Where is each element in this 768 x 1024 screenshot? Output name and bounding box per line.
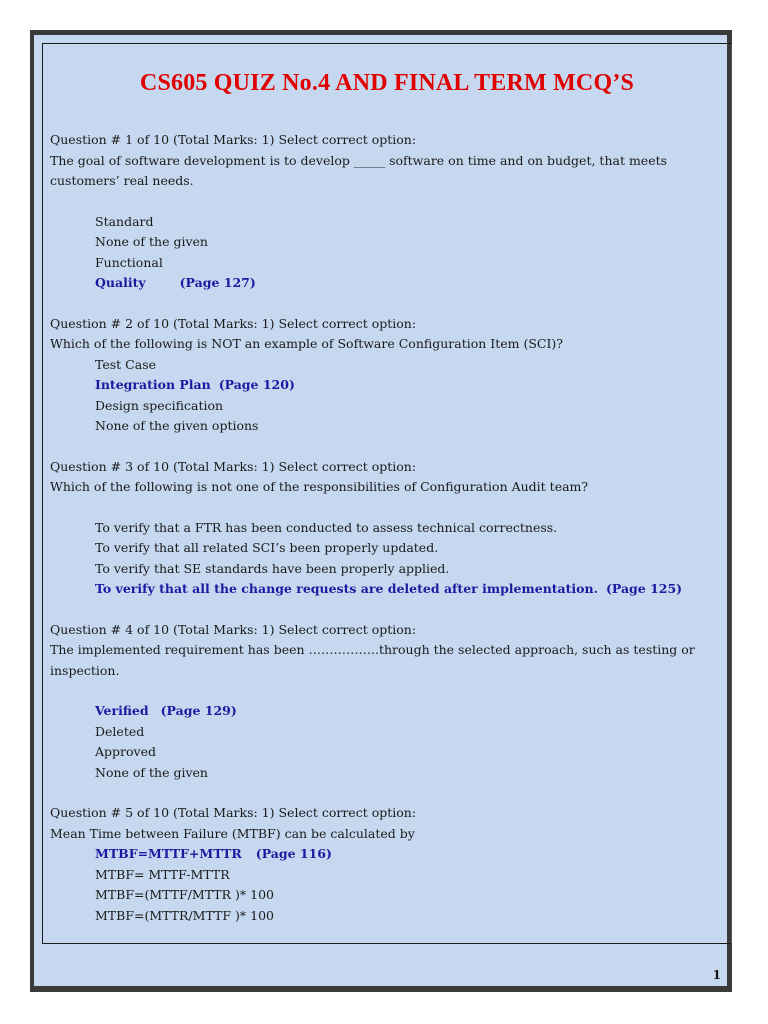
correct-option (50, 273, 740, 294)
option: To verify that a FTR has been conducted to assess technical correctness. (95, 519, 558, 535)
option: Test Case (95, 356, 157, 372)
answer-reference: (Page 127) (179, 275, 256, 290)
option: Approved (95, 744, 156, 759)
question-text: The goal of software development is to develop _____ software on time and on budget, that meets customers’ real needs. (50, 152, 668, 188)
option: None of the given (95, 234, 208, 249)
question-header: Question # 5 of 10 (Total Marks: 1) Select correct option: (50, 805, 417, 820)
options-list (50, 844, 740, 926)
question-text: Which of the following is not one of the responsibilities of Configuration Audit team? (50, 479, 589, 494)
page-border-frame (42, 43, 732, 944)
question-3 (50, 457, 740, 600)
question-text: Which of the following is NOT an example of Software Configuration Item (SCI)? (50, 336, 563, 351)
options-list (50, 518, 740, 600)
answer-text: To verify that all the change requests are deleted after implementation. (95, 581, 598, 596)
question-text: The implemented requirement has been ……………..through the selected approach, such as testing or inspection. (50, 642, 695, 678)
option: MTBF=(MTTF/MTTR )* 100 (95, 887, 274, 902)
options-list (50, 212, 740, 294)
option: Standard (95, 213, 154, 229)
question-2 (50, 314, 740, 437)
quiz-content (50, 130, 740, 926)
correct-option (50, 375, 740, 396)
question-5 (50, 803, 740, 926)
option: Deleted (95, 723, 145, 739)
option: To verify that all related SCI’s been properly updated. (95, 540, 439, 555)
page-title: CS605 QUIZ No.4 AND FINAL TERM MCQ’S (139, 70, 635, 96)
answer-text: Verified (95, 703, 149, 718)
answer-reference: (Page 129) (160, 703, 237, 718)
correct-option (50, 701, 740, 722)
option: None of the given options (95, 418, 259, 433)
option: MTBF= MTTF-MTTR (95, 866, 230, 882)
question-text: Mean Time between Failure (MTBF) can be calculated by (50, 825, 415, 841)
question-header: Question # 2 of 10 (Total Marks: 1) Select correct option: (50, 315, 417, 331)
answer-reference: (Page 120) (218, 377, 295, 392)
option: None of the given (95, 764, 208, 780)
question-header: Question # 4 of 10 (Total Marks: 1) Select correct option: (50, 621, 417, 637)
option: MTBF=(MTTR/MTTF )* 100 (95, 907, 274, 923)
answer-text: MTBF=MTTF+MTTR (95, 846, 242, 861)
option: To verify that SE standards have been properly applied. (95, 560, 450, 576)
page-number: 1 (712, 968, 721, 982)
correct-option (50, 844, 740, 865)
correct-option (50, 579, 740, 600)
answer-reference: (Page 125) (605, 581, 683, 596)
question-1 (50, 130, 740, 294)
question-header: Question # 3 of 10 (Total Marks: 1) Select correct option: (50, 458, 417, 474)
answer-text: Integration Plan (95, 377, 211, 392)
answer-reference: (Page 116) (255, 846, 332, 861)
document-page (30, 30, 732, 992)
options-list (50, 701, 740, 783)
options-list (50, 355, 740, 437)
question-4 (50, 620, 740, 784)
answer-text: Quality (95, 275, 146, 290)
option: Functional (95, 254, 163, 270)
question-header: Question # 1 of 10 (Total Marks: 1) Select correct option: (50, 132, 417, 147)
option: Design specification (95, 397, 224, 413)
